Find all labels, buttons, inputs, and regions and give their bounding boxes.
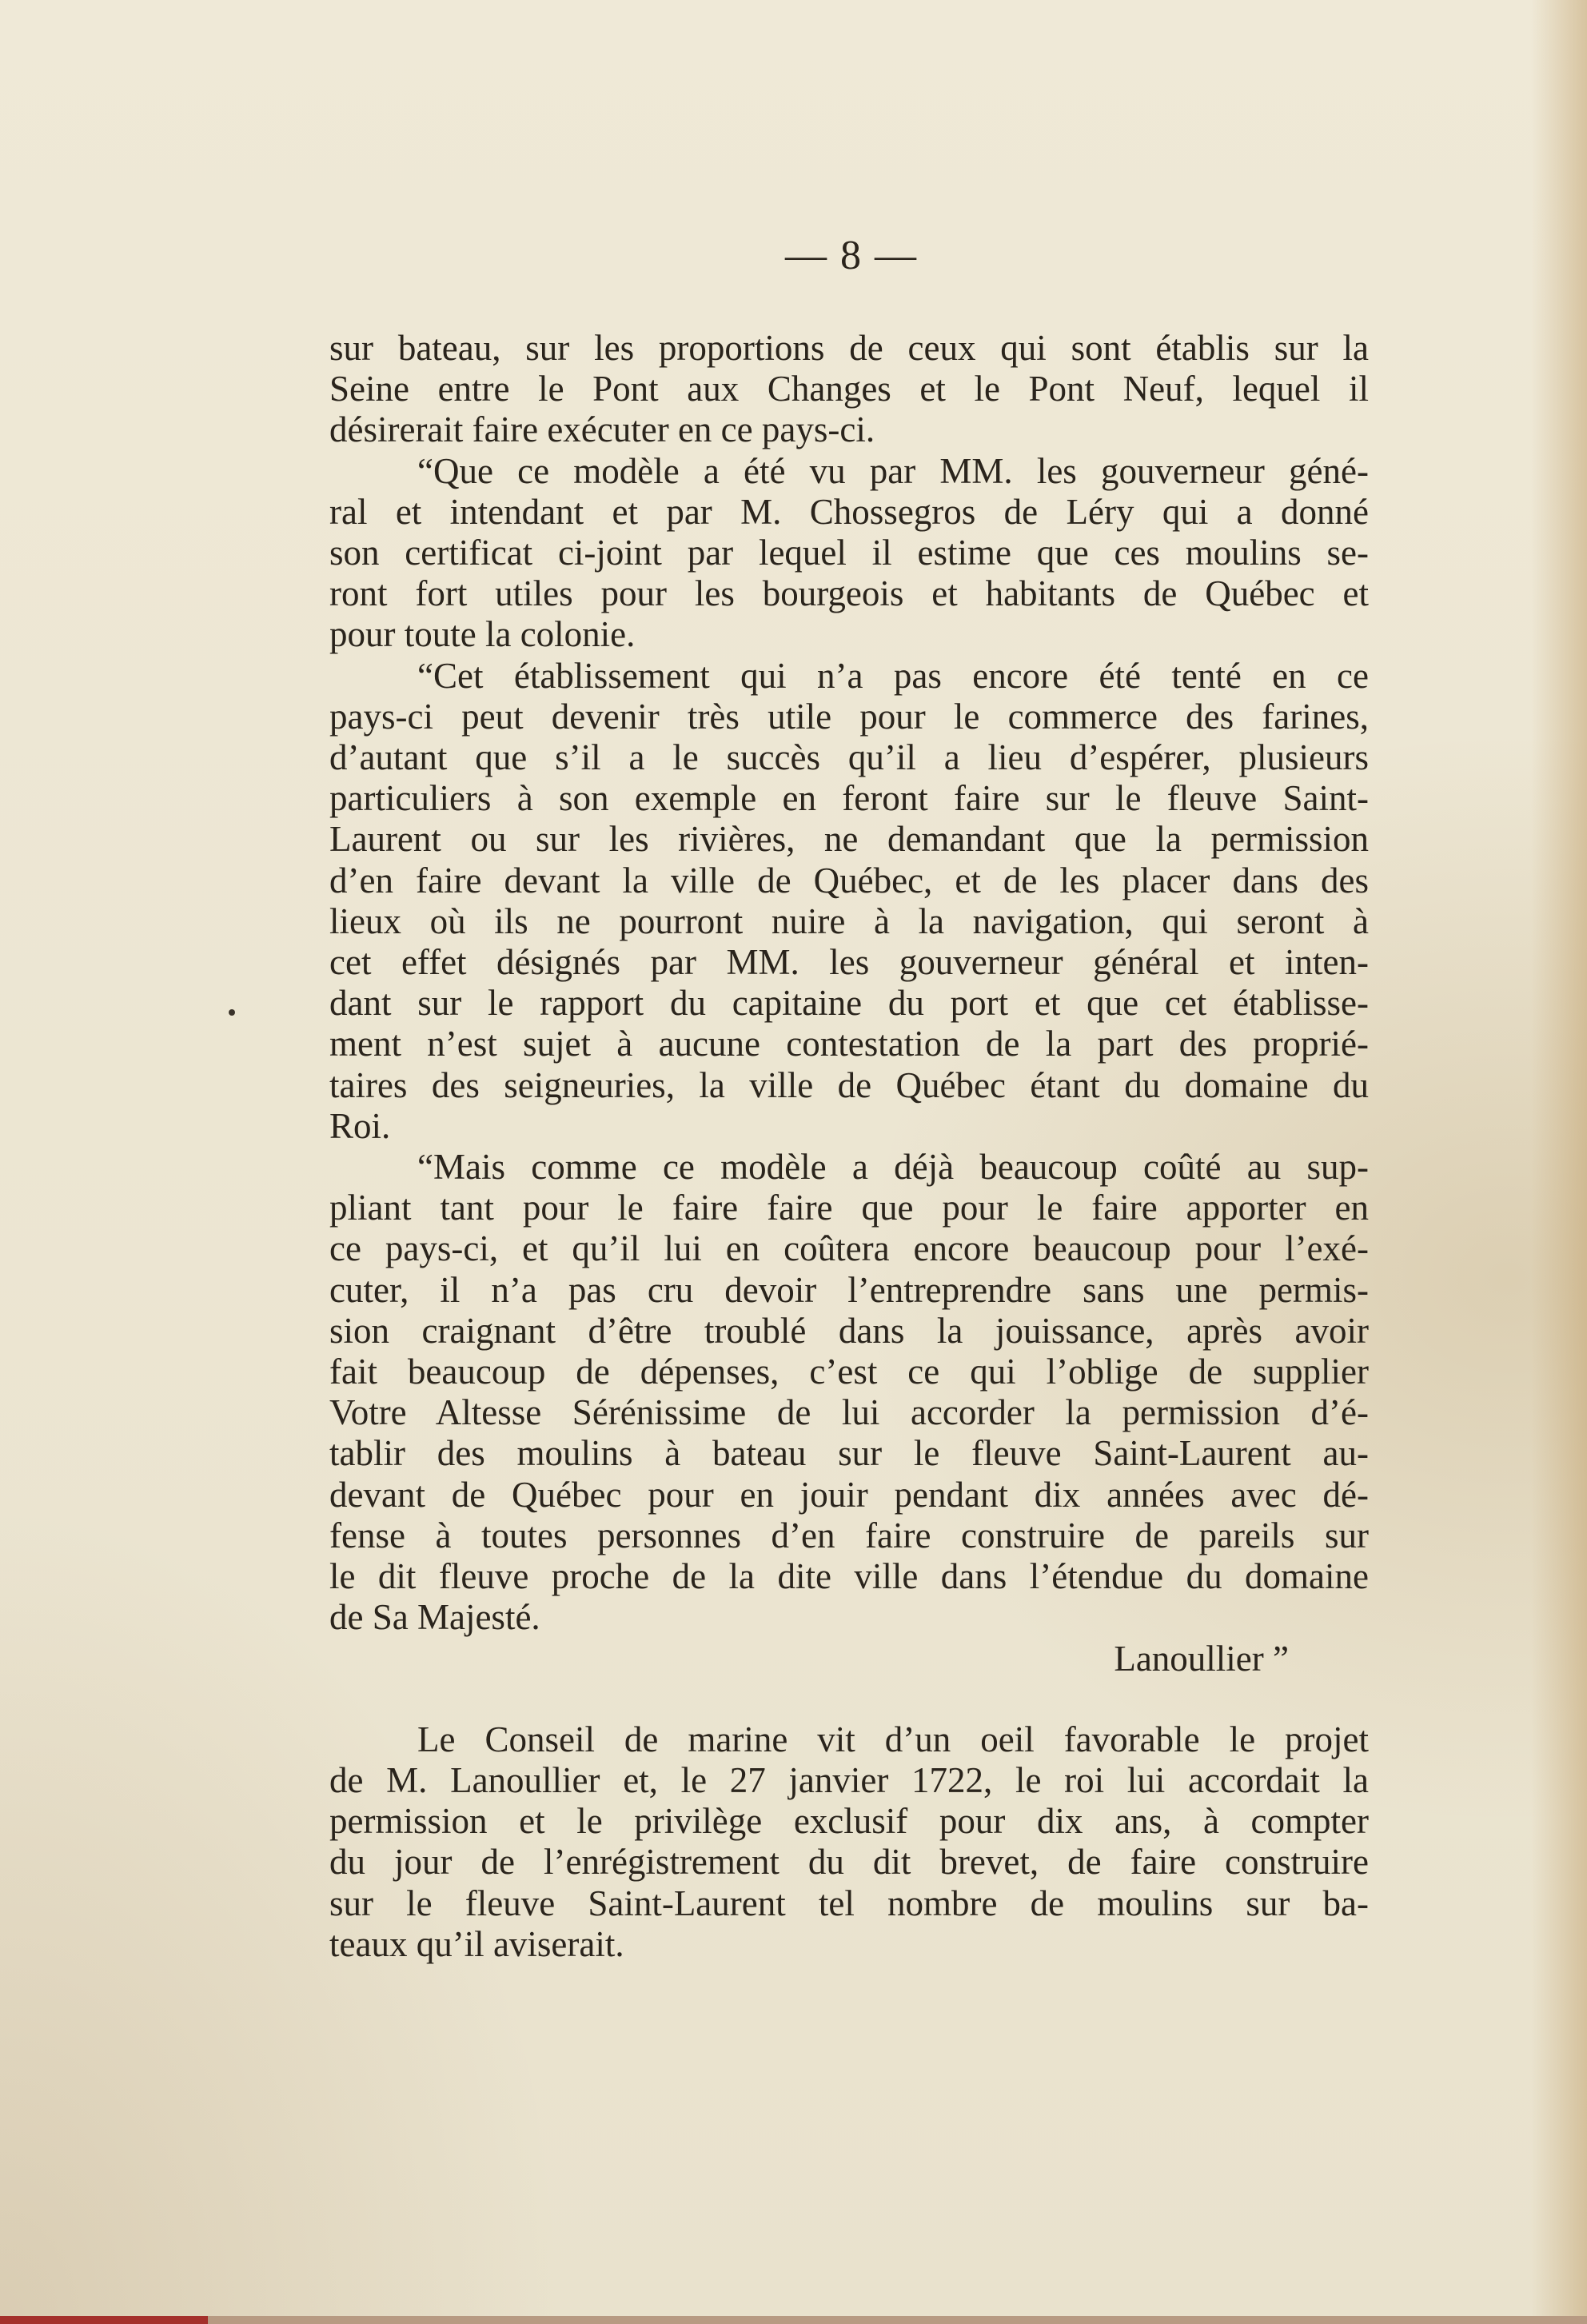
text-line: ment n’est sujet à aucune contestation de la part des proprié- [329,1024,1369,1064]
text-line: “Mais comme ce modèle a déjà beaucoup coûté au sup- [417,1147,1369,1188]
text-line: Seine entre le Pont aux Changes et le Pont Neuf, lequel il [329,369,1369,409]
text-line: du jour de l’enrégistrement du dit brevet, de faire construire [329,1842,1369,1883]
text-line: “Cet établissement qui n’a pas encore été tenté en ce [417,655,1369,696]
petition-text [329,328,1369,1639]
text-line: fait beaucoup de dépenses, c’est ce qui l’oblige de supplier [329,1352,1369,1392]
text-line: d’en faire devant la ville de Québec, et de les placer dans des [329,860,1369,900]
signature: Lanoullier ” [1114,1638,1289,1679]
text-line: sur le fleuve Saint-Laurent tel nombre de moulins sur ba- [329,1883,1369,1923]
text-line: sur bateau, sur les proportions de ceux qui sont établis sur la [329,328,1369,368]
page-number: — 8 — [785,233,918,278]
margin-dot [229,1009,235,1016]
text-line: Laurent ou sur les rivières, ne demandant que la permission [329,819,1369,860]
text-line: pays-ci peut devenir très utile pour le commerce des farines, [329,696,1369,737]
text-line: Roi. [329,1105,391,1146]
text-line: ront fort utiles pour les bourgeois et habitants de Québec et [329,573,1369,614]
text-line: cuter, il n’a pas cru devoir l’entreprendre sans une permis- [329,1269,1369,1310]
text-line: devant de Québec pour en jouir pendant dix années avec dé- [329,1474,1369,1515]
text-line: tablir des moulins à bateau sur le fleuve Saint-Laurent au- [329,1433,1369,1474]
bottom-edge-red-strip [0,2316,208,2324]
text-line: pour toute la colonie. [329,614,636,655]
body-text [329,328,1369,1965]
text-line: dant sur le rapport du capitaine du port et que cet établisse- [329,983,1369,1024]
text-line: fense à toutes personnes d’en faire construire de pareils sur [329,1515,1369,1555]
text-line: teaux qu’il aviserait. [329,1923,624,1964]
bottom-edge-strip [0,2316,1587,2324]
paragraph-gap [329,1679,1369,1719]
text-line: Le Conseil de marine vit d’un oeil favorable le projet [417,1719,1369,1759]
text-line: désirerait faire exécuter en ce pays-ci. [329,409,875,450]
text-line: son certificat ci-joint par lequel il estime que ces moulins se- [329,533,1369,573]
text-line: ce pays-ci, et qu’il lui en coûtera encore beaucoup pour l’exé- [329,1228,1369,1269]
text-line: de Sa Majesté. [329,1597,540,1638]
text-line: pliant tant pour le faire faire que pour le faire apporter en [329,1188,1369,1228]
text-line: “Que ce modèle a été vu par MM. les gouverneur géné- [417,450,1369,491]
text-line: de M. Lanoullier et, le 27 janvier 1722, le roi lui accordait la [329,1759,1369,1800]
page-edge-shadow [1531,0,1587,2324]
text-line: d’autant que s’il a le succès qu’il a lieu d’espérer, plusieurs [329,737,1369,778]
text-line: cet effet désignés par MM. les gouverneur général et inten- [329,942,1369,983]
text-line: Votre Altesse Sérénissime de lui accorder la permission d’é- [329,1392,1369,1433]
text-line: permission et le privilège exclusif pour dix ans, à compter [329,1801,1369,1842]
text-line: particuliers à son exemple en feront faire sur le fleuve Saint- [329,778,1369,819]
closing-paragraph [329,1719,1369,1965]
text-line: lieux où ils ne pourront nuire à la navigation, qui seront à [329,900,1369,941]
text-line: ral et intendant et par M. Chossegros de Léry qui a donné [329,491,1369,532]
text-line: sion craignant d’être troublé dans la jouissance, après avoir [329,1310,1369,1351]
text-line: taires des seigneuries, la ville de Québec étant du domaine du [329,1064,1369,1105]
text-line: le dit fleuve proche de la dite ville dans l’étendue du domaine [329,1556,1369,1597]
